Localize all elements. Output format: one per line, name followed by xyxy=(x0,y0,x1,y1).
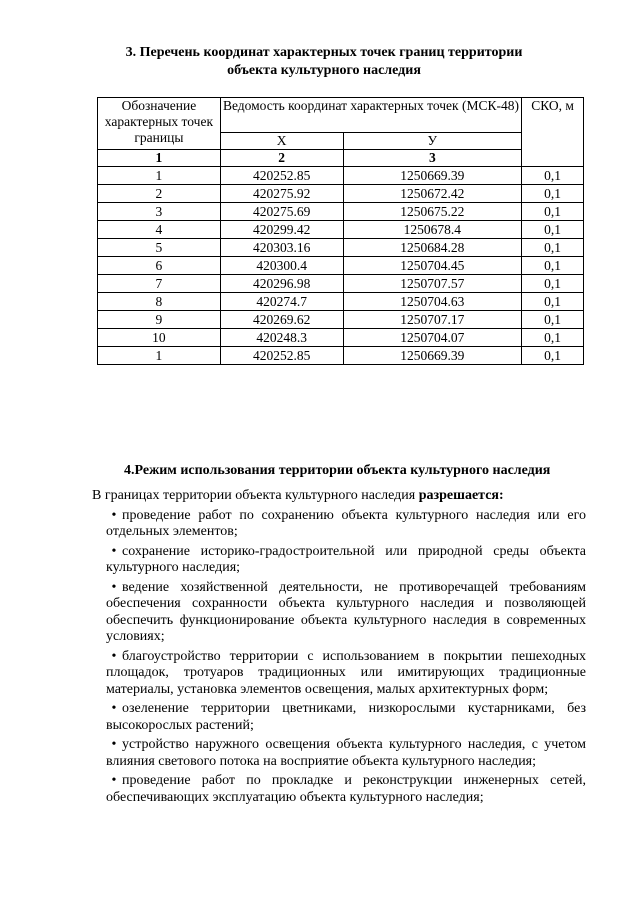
intro-bold-text: разрешается: xyxy=(418,488,504,503)
table-row xyxy=(98,221,584,239)
bullet-icon: • xyxy=(111,507,117,523)
x-cell: 420275.92 xyxy=(220,185,343,203)
bullet-icon: • xyxy=(111,579,117,595)
section-3-title xyxy=(98,44,550,80)
sko-cell: 0,1 xyxy=(522,311,584,329)
section-3-title-line-1: 3. Перечень координат характерных точек границ территории xyxy=(125,45,523,60)
bullet-icon: • xyxy=(111,701,117,716)
list-item-text: устройство наружного освещения объекта культурного наследия, с учетом влияния светового потока на восприятие объекта культурного наследия; xyxy=(106,737,586,769)
list-item xyxy=(92,701,586,734)
table-row xyxy=(98,185,584,203)
bullet-icon: • xyxy=(111,737,117,752)
point-cell: 7 xyxy=(98,275,221,293)
list-item-text: сохранение историко-градостроительной или природной среды объекта культурного наследия; xyxy=(106,543,586,575)
list-item-text: ведение хозяйственной деятельности, не противоречащей требованиям обеспечения сохранности объекта культурного наследия и позволяющей обеспечить функционирование объекта культурного наследия в современных условиях; xyxy=(106,579,586,644)
coordinates-table xyxy=(97,97,584,365)
x-cell: 420252.85 xyxy=(220,167,343,185)
x-cell: 420299.42 xyxy=(220,221,343,239)
point-cell: 5 xyxy=(98,239,221,257)
x-cell: 420303.16 xyxy=(220,239,343,257)
y-cell: 1250678.4 xyxy=(343,221,522,239)
y-cell: 1250669.39 xyxy=(343,167,522,185)
point-cell: 3 xyxy=(98,203,221,221)
sko-cell: 0,1 xyxy=(522,239,584,257)
y-cell: 1250704.07 xyxy=(343,329,522,347)
table-row xyxy=(98,329,584,347)
numbering-cell: 1 xyxy=(98,150,221,167)
numbering-cell: 3 xyxy=(343,150,522,167)
list-item-text: озеленение территории цветниками, низкорослыми кустарниками, без высокорослых растений; xyxy=(106,701,586,733)
sko-cell: 0,1 xyxy=(522,203,584,221)
intro-paragraph xyxy=(92,488,586,505)
table-row xyxy=(98,167,584,185)
y-cell: 1250704.45 xyxy=(343,257,522,275)
sko-cell: 0,1 xyxy=(522,293,584,311)
table-row xyxy=(98,275,584,293)
point-cell: 8 xyxy=(98,293,221,311)
header-sko: СКО, м xyxy=(522,98,584,167)
sko-cell: 0,1 xyxy=(522,185,584,203)
table-header-row xyxy=(98,98,584,133)
header-point-designation: Обозначение характерных точек границы xyxy=(98,98,221,150)
x-cell: 420296.98 xyxy=(220,275,343,293)
intro-text: В границах территории объекта культурного наследия xyxy=(92,488,419,503)
point-cell: 9 xyxy=(98,311,221,329)
sko-cell: 0,1 xyxy=(522,329,584,347)
sko-cell: 0,1 xyxy=(522,275,584,293)
list-item-text: проведение работ по сохранению объекта культурного наследия или его отдельных элементов; xyxy=(106,507,586,539)
list-item xyxy=(92,773,586,806)
list-item xyxy=(92,508,586,541)
point-cell: 2 xyxy=(98,185,221,203)
table-row xyxy=(98,347,584,365)
y-cell: 1250675.22 xyxy=(343,203,522,221)
point-cell: 6 xyxy=(98,257,221,275)
y-cell: 1250684.28 xyxy=(343,239,522,257)
x-cell: 420248.3 xyxy=(220,329,343,347)
section-3-title-line-2: объекта культурного наследия xyxy=(227,63,421,78)
list-item xyxy=(92,649,586,699)
point-cell: 4 xyxy=(98,221,221,239)
list-item xyxy=(92,737,586,770)
table-row xyxy=(98,311,584,329)
y-cell: 1250707.17 xyxy=(343,311,522,329)
table-row xyxy=(98,257,584,275)
y-cell: 1250672.42 xyxy=(343,185,522,203)
y-cell: 1250704.63 xyxy=(343,293,522,311)
list-item xyxy=(92,544,586,577)
x-cell: 420252.85 xyxy=(220,347,343,365)
x-cell: 420275.69 xyxy=(220,203,343,221)
x-cell: 420274.7 xyxy=(220,293,343,311)
bullet-icon: • xyxy=(111,543,117,559)
table-row xyxy=(98,239,584,257)
sko-cell: 0,1 xyxy=(522,257,584,275)
y-cell: 1250669.39 xyxy=(343,347,522,365)
point-cell: 1 xyxy=(98,167,221,185)
list-item xyxy=(92,580,586,646)
point-cell: 10 xyxy=(98,329,221,347)
table-numbering-row xyxy=(98,150,584,167)
table-row xyxy=(98,203,584,221)
numbering-cell: 2 xyxy=(220,150,343,167)
bullet-icon: • xyxy=(111,773,117,788)
sko-cell: 0,1 xyxy=(522,347,584,365)
list-item-text: благоустройство территории с использованием в покрытии пешеходных площадок, тротуаров традиционных или имитирующих традиционные материалы, установка элементов освещения, малых архитектурных форм; xyxy=(106,648,586,697)
x-cell: 420300.4 xyxy=(220,257,343,275)
list-item-text: проведение работ по прокладке и реконструкции инженерных сетей, обеспечивающих эксплуатацию объекта культурного наследия; xyxy=(106,773,586,805)
section-4-title: 4.Режим использования территории объекта культурного наследия xyxy=(124,463,551,478)
header-coordinates-group: Ведомость координат характерных точек (МСК-48) xyxy=(220,98,521,133)
y-cell: 1250707.57 xyxy=(343,275,522,293)
bullet-icon: • xyxy=(111,648,117,664)
x-cell: 420269.62 xyxy=(220,311,343,329)
header-y: У xyxy=(343,133,522,150)
header-x: Х xyxy=(220,133,343,150)
section-4-body xyxy=(92,488,586,809)
point-cell: 1 xyxy=(98,347,221,365)
sko-cell: 0,1 xyxy=(522,221,584,239)
sko-cell: 0,1 xyxy=(522,167,584,185)
table-row xyxy=(98,293,584,311)
